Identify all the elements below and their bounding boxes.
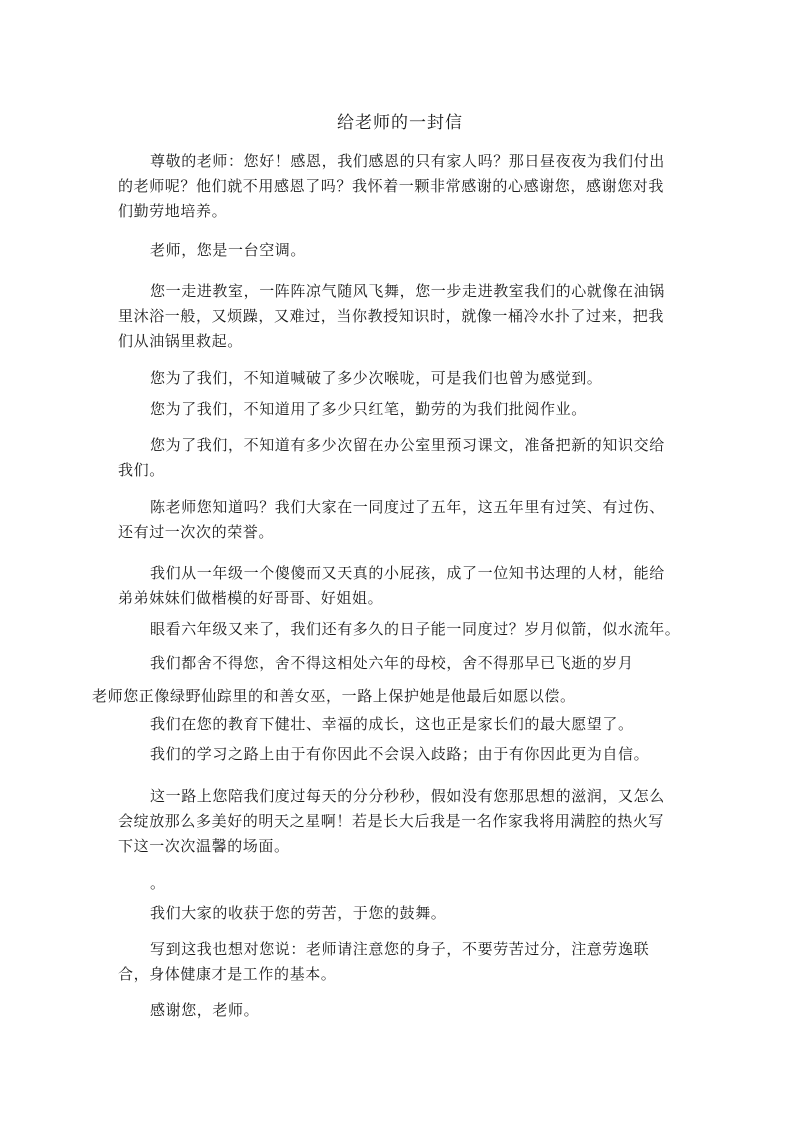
paragraph: 我们在您的教育下健壮、幸福的成长，这也正是家长们的最大愿望了。 <box>150 715 634 733</box>
paragraph: 您为了我们，不知道喊破了多少次喉咙，可是我们也曾为感觉到。 <box>150 369 603 387</box>
paragraph-greeting: 尊敬的老师：您好！感恩，我们感恩的只有家人吗？那日昼夜夜为我们付出的老师呢？他们就不用感恩了吗？我怀着一颗非常感谢的心感谢您，感谢您对我们勤劳地培养。 <box>118 152 665 220</box>
paragraph: 这一路上您陪我们度过每天的分分秒秒，假如没有您那思想的滋润，又怎么会绽放那么多美好的明天之星啊！若是长大后我是一名作家我将用满腔的热火写下这一次次温馨的场面。 <box>118 787 665 855</box>
paragraph-closing: 感谢您，老师。 <box>150 1001 260 1019</box>
paragraph: 您为了我们，不知道有多少次留在办公室里预习课文，准备把新的知识交给我们。 <box>118 436 665 479</box>
paragraph: 老师您正像绿野仙踪里的和善女巫，一路上保护她是他最后如愿以偿。 <box>92 687 576 705</box>
paragraph: 。 <box>150 874 166 892</box>
paragraph: 我们都舍不得您，舍不得这相处六年的母校，舍不得那早已飞逝的岁月 <box>150 654 634 672</box>
paragraph: 我们的学习之路上由于有你因此不会误入歧路；由于有你因此更为自信。 <box>150 745 650 763</box>
paragraph: 我们大家的收获于您的劳苦，于您的鼓舞。 <box>150 904 447 922</box>
paragraph: 您一走进教室，一阵阵凉气随风飞舞，您一步走进教室我们的心就像在油锅里沐浴一般，又烦躁，又难过，当你教授知识时，就像一桶冷水扑了过来，把我们从油锅里救起。 <box>118 282 665 350</box>
paragraph: 眼看六年级又来了，我们还有多久的日子能一同度过？岁月似箭，似水流年。 <box>150 620 681 638</box>
paragraph: 写到这我也想对您说：老师请注意您的身子，不要劳苦过分，注意劳逸联合，身体健康才是工作的基本。 <box>118 940 650 983</box>
document-title: 给老师的一封信 <box>337 113 463 133</box>
paragraph: 陈老师您知道吗？我们大家在一同度过了五年，这五年里有过笑、有过伤、还有过一次次的荣誉。 <box>118 498 665 541</box>
paragraph: 老师，您是一台空调。 <box>150 241 307 259</box>
paragraph: 您为了我们，不知道用了多少只红笔，勤劳的为我们批阅作业。 <box>150 400 587 418</box>
paragraph: 我们从一年级一个傻傻而又天真的小屁孩，成了一位知书达理的人材，能给弟弟妹妹们做楷模的好哥哥、好姐姐。 <box>118 564 665 607</box>
